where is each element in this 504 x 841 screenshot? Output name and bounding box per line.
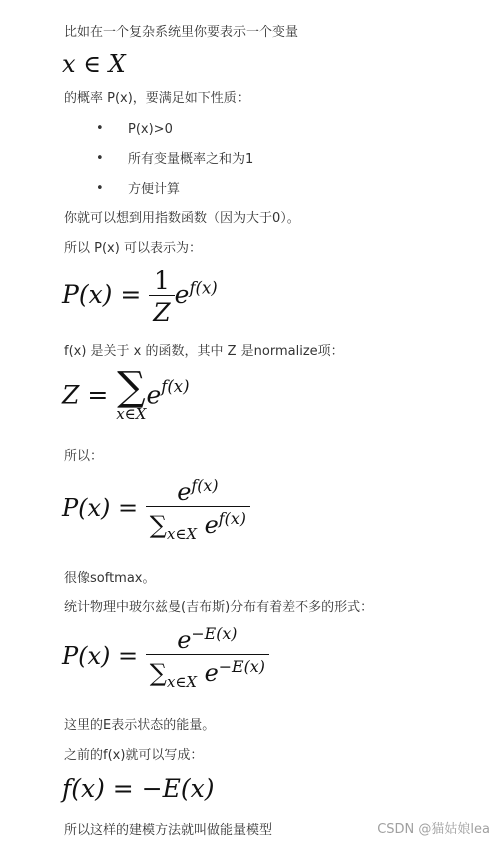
eq4-num-exponent: −E(x)	[191, 624, 238, 643]
bullet-icon: •	[96, 121, 104, 136]
conclusion-text: 所以这样的建模方法就叫做能量模型	[64, 823, 273, 838]
eq1-lhs: P(x) =	[62, 280, 142, 309]
eq3-numerator	[146, 476, 250, 506]
eq3-den-base: e	[204, 511, 219, 539]
sum-symbol: ∑	[149, 659, 167, 687]
boltzmann-text: 统计物理中玻尔兹曼(吉布斯)分布有着差不多的形式：	[64, 600, 374, 615]
sum-subscript: x∈X	[166, 672, 197, 691]
equation-p-over-z	[62, 266, 218, 327]
eq3-denominator	[146, 506, 250, 543]
eq3-lhs: P(x) =	[62, 493, 139, 522]
element-of-symbol: ∈	[83, 50, 101, 78]
eq4-lhs: P(x) =	[62, 641, 139, 670]
softmax-note: 很像softmax。	[64, 571, 156, 586]
fx-description: f(x) 是关于 x 的函数，其中 Z 是normalize项：	[64, 344, 344, 359]
energy-note: 这里的E表示状态的能量。	[64, 718, 216, 733]
so-text: 所以：	[64, 449, 104, 464]
probability-description: 的概率 P(x)，要满足如下性质：	[64, 91, 250, 106]
sum-subscript: x∈X	[116, 405, 147, 423]
sum-symbol: ∑	[117, 364, 146, 410]
equation-p-normalized	[62, 476, 250, 543]
previous-fx-text: 之前的f(x)就可以写成：	[64, 748, 204, 763]
exponential-note: 你就可以想到用指数函数（因为大于0）。	[64, 211, 300, 226]
csdn-watermark: CSDN @猫姑娘lea	[377, 822, 490, 837]
eq4-denominator	[146, 654, 269, 691]
sum-subscript: x∈X	[166, 524, 197, 543]
equation-fx-energy: f(x) = −E(x)	[62, 774, 215, 803]
variable-x: x	[62, 50, 76, 78]
intro-text: 比如在一个复杂系统里你要表示一个变量	[64, 25, 299, 40]
eq1-exponent: f(x)	[189, 278, 218, 298]
eq3-fraction	[146, 476, 250, 543]
sum-symbol: ∑	[149, 511, 167, 539]
eq4-den-exponent: −E(x)	[218, 657, 265, 676]
eq4-numerator	[146, 624, 269, 654]
eq1-denominator: Z	[149, 295, 174, 327]
property-item: P(x)>0	[128, 122, 173, 137]
equation-boltzmann	[62, 624, 269, 691]
property-item: 所有变量概率之和为1	[128, 152, 254, 167]
eq2-sum	[116, 364, 147, 423]
eq2-lhs: Z =	[62, 380, 109, 410]
bullet-icon: •	[96, 181, 104, 196]
eq3-num-base: e	[177, 478, 192, 506]
eq2-exponent: f(x)	[161, 377, 190, 397]
eq2-exp-base: e	[146, 380, 162, 410]
property-item: 方便计算	[128, 182, 181, 197]
eq3-num-exponent: f(x)	[191, 476, 219, 495]
bullet-icon: •	[96, 151, 104, 166]
eq1-exp-base: e	[174, 280, 190, 309]
set-x: X	[108, 50, 126, 78]
eq3-den-exponent: f(x)	[218, 509, 246, 528]
so-p-text: 所以 P(x) 可以表示为：	[64, 241, 202, 256]
eq1-fraction	[149, 266, 174, 327]
eq1-numerator: 1	[154, 266, 170, 295]
variable-equation	[62, 50, 126, 78]
eq4-den-base: e	[204, 659, 219, 687]
eq4-num-base: e	[177, 626, 192, 654]
eq4-fraction	[146, 624, 269, 691]
equation-partition-z	[62, 364, 190, 423]
